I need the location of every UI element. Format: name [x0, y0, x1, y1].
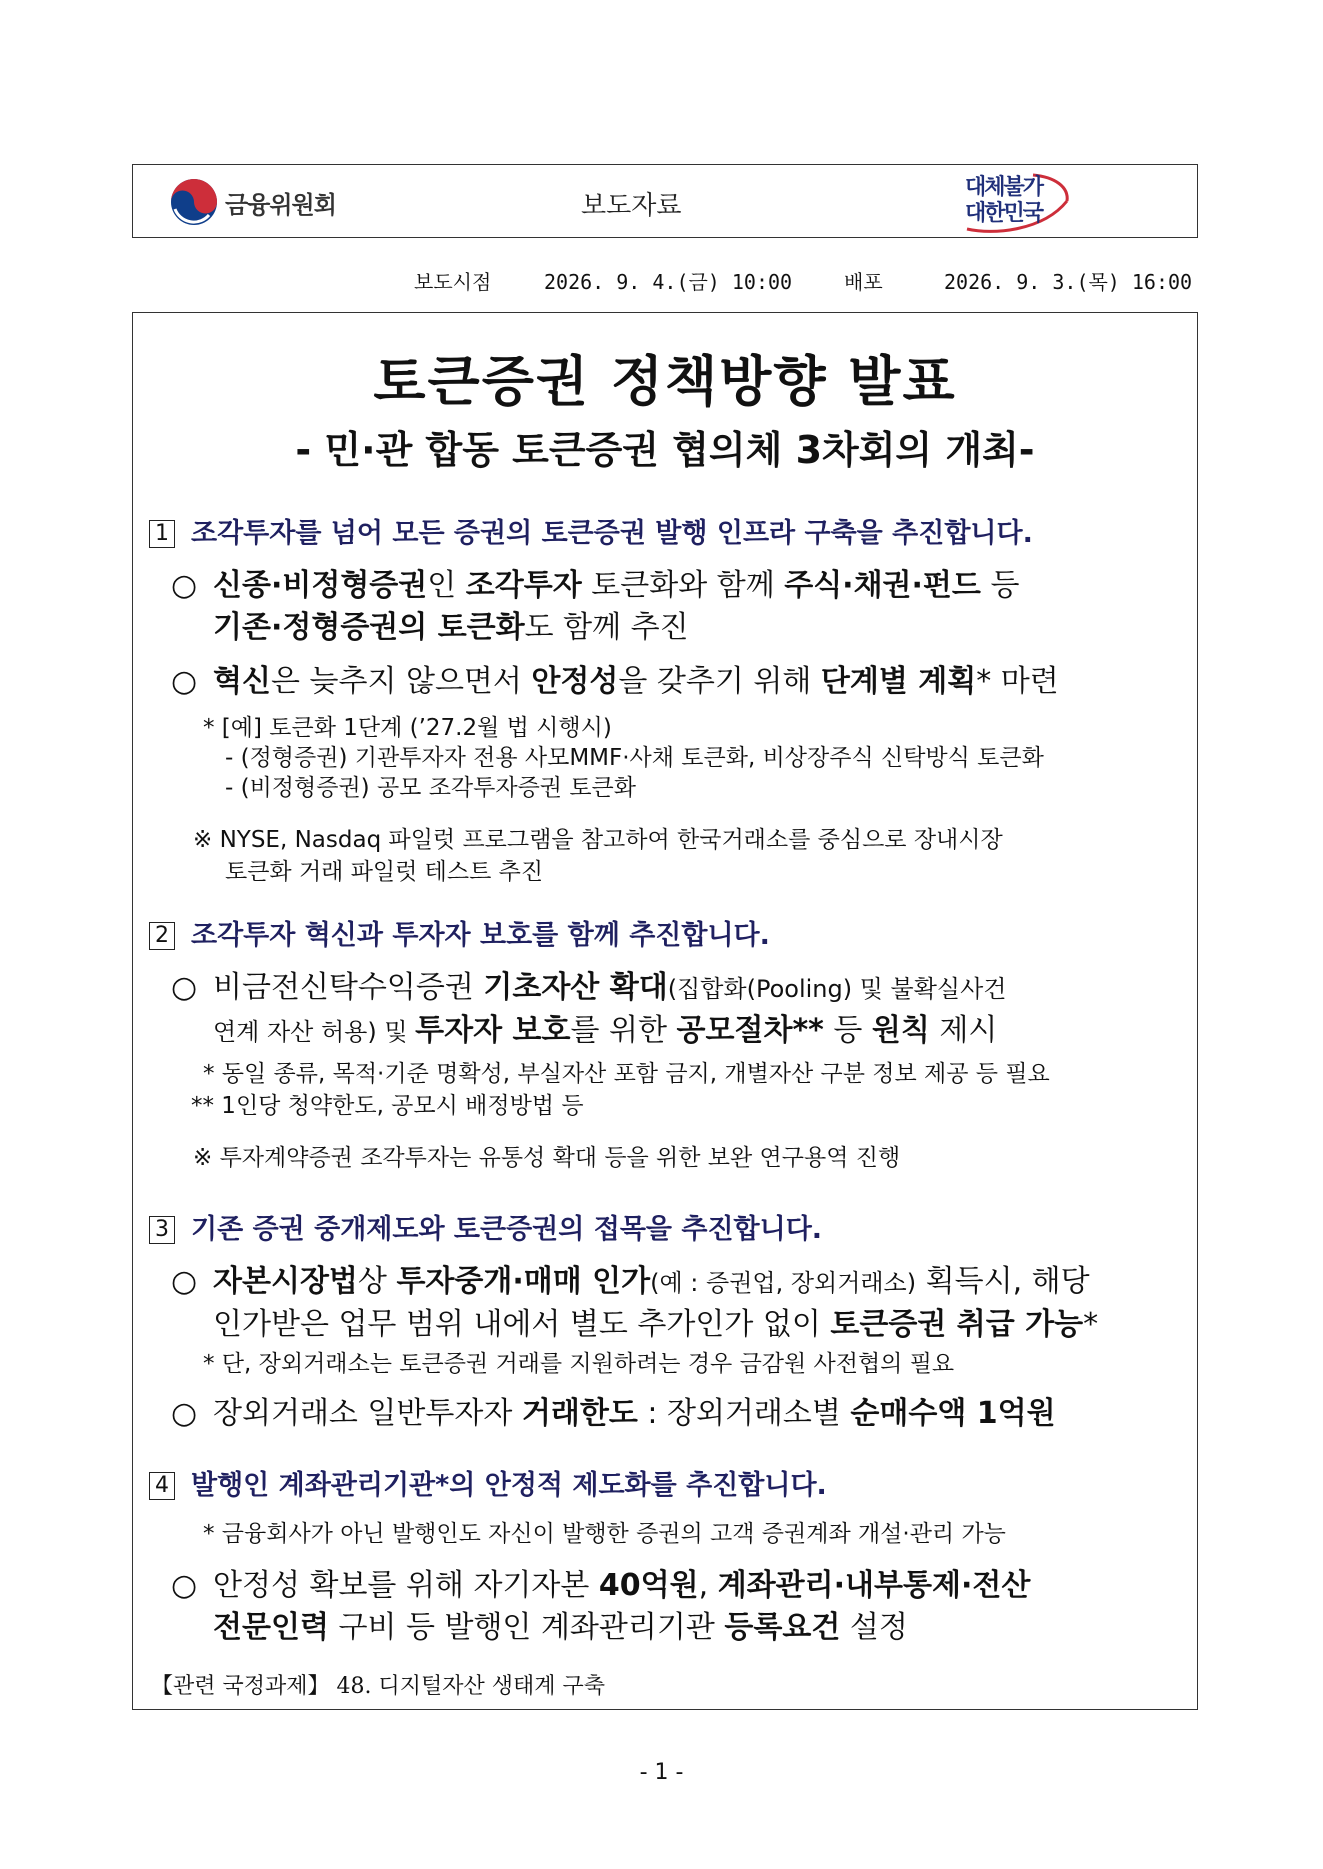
bold-text-run: 계좌관리·내부통제·전산 — [717, 1568, 1031, 1603]
slogan-line1: 대체불가 — [965, 175, 1043, 200]
text-run: 등 — [823, 1013, 872, 1048]
section-number: 2 — [149, 922, 175, 950]
section-heading-text: 조각투자를 넘어 모든 증권의 토큰증권 발행 인프라 구축을 추진합니다. — [191, 518, 1033, 549]
section-number: 3 — [149, 1216, 175, 1244]
bold-text-run: 공모절차** — [676, 1013, 824, 1048]
release-time: 2026. 9. 4.(금) 10:00 — [544, 270, 793, 294]
section-heading — [149, 1463, 827, 1502]
slogan-logo — [963, 171, 1073, 233]
bullet-marker: ○ — [171, 1264, 198, 1299]
text-run: 를 위한 — [570, 1013, 677, 1048]
fsc-logo — [169, 177, 336, 227]
bullet-line — [171, 607, 1019, 649]
footnote: - (정형증권) 기관투자자 전용 사모MMF·사채 토큰화, 비상장주식 신탁방식 토큰화 — [225, 745, 1044, 771]
bullet-line — [213, 1396, 1056, 1431]
bullet-line — [213, 664, 1059, 699]
section-heading-text: 조각투자 혁신과 투자자 보호를 함께 추진합니다. — [191, 920, 770, 951]
footnote: - (비정형증권) 공모 조각투자증권 토큰화 — [225, 775, 636, 801]
bullet-marker: ○ — [171, 664, 198, 699]
bullet-item — [171, 661, 1059, 703]
bold-text-run: 기존·정형증권의 토큰화 — [213, 610, 525, 645]
bold-text-run: 전문인력 — [213, 1610, 329, 1645]
bullet-item — [171, 1393, 1056, 1435]
text-run: (예 : 증권업, 장외거래소) — [650, 1269, 917, 1297]
release-label: 보도시점 — [414, 270, 492, 294]
bold-text-run: 순매수액 1억원 — [850, 1396, 1056, 1431]
bold-text-run: 주식·채권·펀드 — [784, 568, 981, 603]
text-run: 비금전신탁수익증권 — [213, 970, 484, 1005]
text-run: , — [698, 1568, 718, 1603]
bold-text-run: 기초자산 확대 — [483, 970, 668, 1005]
org-name: 금융위원회 — [225, 190, 336, 219]
text-run: 제시 — [929, 1013, 998, 1048]
bullet-marker: ○ — [171, 1396, 198, 1431]
text-run: 설정 — [840, 1610, 908, 1645]
section-number: 4 — [149, 1472, 175, 1500]
bullet-line — [213, 1264, 1090, 1299]
section-heading — [149, 1207, 822, 1246]
remark: 토큰화 거래 파일럿 테스트 추진 — [225, 859, 544, 885]
bullet-item — [171, 1565, 1030, 1649]
bold-text-run: 토큰증권 취급 가능 — [830, 1307, 1084, 1342]
slogan-line2: 대한민국 — [965, 201, 1043, 226]
bold-text-run: 조각투자 — [465, 568, 582, 603]
bullet-line — [213, 970, 1006, 1005]
text-run: 등 — [980, 568, 1020, 603]
page-subtitle: - 민·관 합동 토큰증권 협의체 3차회의 개최- — [295, 428, 1035, 472]
bold-text-run: 투자중개·매매 인가 — [396, 1264, 651, 1299]
bullet-marker: ○ — [171, 568, 198, 603]
bullet-line — [171, 1304, 1098, 1346]
bullet-marker: ○ — [171, 1568, 198, 1603]
bullet-line — [171, 1010, 1006, 1053]
distribution-time: 2026. 9. 3.(목) 16:00 — [944, 270, 1193, 294]
text-run: : 장외거래소별 — [637, 1396, 851, 1431]
text-run: 을 갖추기 위해 — [618, 664, 821, 699]
footnote: * 단, 장외거래소는 토큰증권 거래를 지원하려는 경우 금감원 사전협의 필요 — [203, 1351, 955, 1377]
remark: ※ NYSE, Nasdaq 파일럿 프로그램을 참고하여 한국거래소를 중심으로 장내시장 — [193, 827, 1003, 853]
section-heading-text: 발행인 계좌관리기관*의 안정적 제도화를 추진합니다. — [191, 1470, 827, 1501]
section-heading-text: 기존 증권 중개제도와 토큰증권의 접목을 추진합니다. — [191, 1214, 823, 1245]
bullet-line — [171, 1607, 1030, 1649]
taeguk-logo-icon — [169, 177, 219, 227]
bullet-marker: ○ — [171, 970, 198, 1005]
bold-text-run: 혁신 — [213, 664, 271, 699]
text-run: 토큰화와 함께 — [581, 568, 785, 603]
text-run: 구비 등 발행인 계좌관리기관 — [328, 1610, 725, 1645]
page-number: - 1 - — [639, 1760, 684, 1785]
text-run: 도 함께 추진 — [524, 610, 689, 645]
bold-text-run: 투자자 보호 — [415, 1013, 571, 1048]
section-heading — [149, 913, 770, 952]
bold-text-run: 거래한도 — [521, 1396, 638, 1431]
text-run: 획득시, 해당 — [916, 1264, 1090, 1299]
bullet-item — [171, 967, 1006, 1053]
section-heading — [149, 511, 1033, 550]
footnote: ** 1인당 청약한도, 공모시 배정방법 등 — [191, 1093, 584, 1119]
bold-text-run: 안정성 — [531, 664, 619, 699]
text-run: 장외거래소 일반투자자 — [213, 1396, 522, 1431]
remark: ※ 투자계약증권 조각투자는 유통성 확대 등을 위한 보완 연구용역 진행 — [193, 1145, 901, 1171]
text-run: (집합화(Pooling) 및 불확실사건 — [667, 975, 1007, 1003]
footnote: * 금융회사가 아닌 발행인도 자신이 발행한 증권의 고객 증권계좌 개설·관리 가능 — [203, 1521, 1006, 1547]
bullet-line — [213, 1568, 1030, 1603]
text-run: * — [1083, 1307, 1099, 1342]
text-run: 상 — [357, 1264, 397, 1299]
page-title: 토큰증권 정책방향 발표 — [373, 350, 957, 413]
bullet-line — [213, 568, 1019, 603]
bold-text-run: 단계별 계획 — [820, 664, 977, 699]
text-run: * 마련 — [976, 664, 1059, 699]
bold-text-run: 원칙 — [871, 1013, 930, 1048]
text-run: 인가받은 업무 범위 내에서 별도 추가인가 없이 — [213, 1307, 831, 1342]
distribution-label: 배포 — [844, 270, 883, 294]
text-run: 안정성 확보를 위해 자기자본 — [213, 1568, 599, 1603]
content-box — [132, 312, 1198, 1710]
bold-text-run: 신종·비정형증권 — [213, 568, 428, 603]
footnote: * [예] 토큰화 1단계 (’27.2월 법 시행시) — [203, 715, 612, 741]
header-box — [132, 164, 1198, 238]
text-run: 연계 자산 허용) 및 — [213, 1018, 416, 1046]
footnote: * 동일 종류, 목적·기준 명확성, 부실자산 포함 금지, 개별자산 구분 정보 제공 등 필요 — [203, 1061, 1050, 1087]
bullet-item — [171, 565, 1019, 649]
bold-text-run: 등록요건 — [724, 1610, 841, 1645]
text-run: 인 — [427, 568, 466, 603]
section-number: 1 — [149, 520, 175, 548]
text-run: 은 늦추지 않으면서 — [270, 664, 532, 699]
bold-text-run: 40억원 — [598, 1568, 699, 1603]
bold-text-run: 자본시장법 — [213, 1264, 358, 1299]
bullet-item — [171, 1261, 1098, 1346]
related-national-task: 【관련 국정과제】 48. 디지털자산 생태계 구축 — [151, 1674, 605, 1699]
doc-type-label: 보도자료 — [581, 191, 682, 221]
